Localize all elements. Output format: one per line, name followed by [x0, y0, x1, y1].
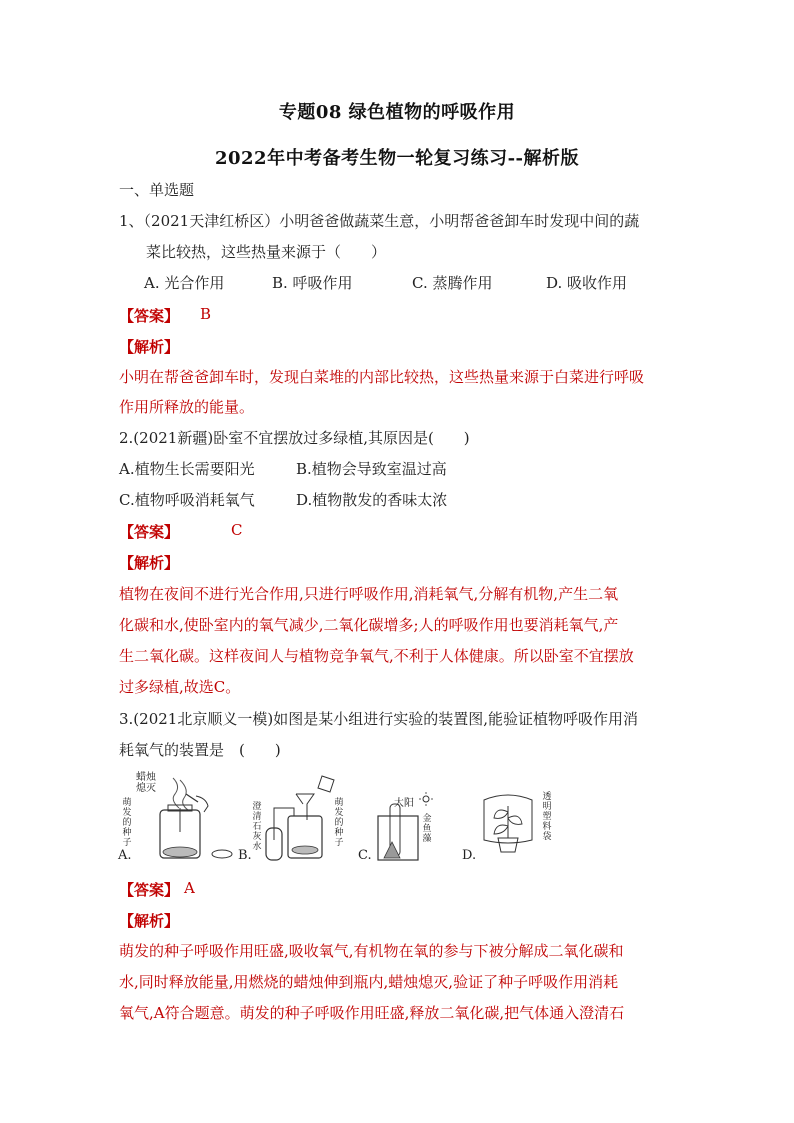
- q1-option-c: C. 蒸腾作用: [412, 274, 493, 292]
- figure-b-seed-label: 萌发的种子: [334, 798, 344, 848]
- doc-title: 专题08 绿色植物的呼吸作用: [278, 102, 516, 123]
- q2-analysis-line1: 植物在夜间不进行光合作用,只进行呼吸作用,消耗氧气,分解有机物,产生二氧: [119, 585, 619, 603]
- q3-stem-line2: 耗氧气的装置是 ( ): [119, 741, 281, 759]
- q1-answer: B: [200, 305, 212, 323]
- q2-analysis-line4: 过多绿植,故选C。: [119, 678, 241, 696]
- q1-answer-tag: 【答案】: [119, 307, 180, 325]
- figure-c-weed-label: 金鱼藻: [422, 814, 432, 844]
- q2-stem: 2.(2021新疆)卧室不宜摆放过多绿植,其原因是( ): [119, 429, 470, 447]
- figure-a-candle-label: 蜡烛熄灭: [136, 772, 156, 794]
- figure-a: [118, 772, 238, 864]
- figure-d-bag-label: 透明塑料袋: [542, 792, 552, 842]
- section-heading: 一、单选题: [119, 181, 195, 199]
- figure-c-sun-label: 太阳: [394, 798, 414, 809]
- q1-analysis-line1: 小明在帮爸爸卸车时，发现白菜堆的内部比较热，这些热量来源于白菜进行呼吸: [119, 368, 645, 386]
- q2-analysis-tag: 【解析】: [119, 554, 180, 572]
- q1-analysis-line2: 作用所释放的能量。: [119, 398, 255, 416]
- figure-b: [238, 772, 358, 864]
- figure-a-letter: A.: [118, 848, 132, 863]
- figure-b-drawing: [238, 772, 358, 864]
- q1-stem-line1: 1、（2021天津红桥区）小明爸爸做蔬菜生意，小明帮爸爸卸车时发现中间的蔬: [119, 212, 640, 230]
- q1-analysis-tag: 【解析】: [119, 338, 180, 356]
- q1-option-b: B. 呼吸作用: [272, 274, 353, 292]
- q1-option-a: A. 光合作用: [144, 274, 225, 292]
- q2-analysis-line3: 生二氧化碳。这样夜间人与植物竞争氧气,不利于人体健康。所以卧室不宜摆放: [119, 647, 634, 665]
- q2-option-b: B.植物会导致室温过高: [296, 460, 447, 478]
- q3-analysis-line3: 氧气,A符合题意。萌发的种子呼吸作用旺盛,释放二氧化碳,把气体通入澄清石: [119, 1004, 625, 1022]
- q2-option-a: A.植物生长需要阳光: [119, 460, 255, 478]
- figure-c: [358, 772, 458, 864]
- q3-answer-tag: 【答案】: [119, 881, 180, 899]
- figure-b-letter: B.: [238, 848, 252, 863]
- figure-a-seed-label: 萌发的种子: [122, 798, 132, 848]
- q3-stem-line1: 3.(2021北京顺义一模)如图是某小组进行实验的装置图,能验证植物呼吸作用消: [119, 710, 638, 728]
- figure-b-lime-label: 澄清石灰水: [252, 802, 262, 852]
- q2-answer: C: [231, 521, 243, 539]
- doc-subtitle: 2022年中考备考生物一轮复习练习--解析版: [214, 148, 580, 169]
- q2-analysis-line2: 化碳和水,使卧室内的氧气减少,二氧化碳增多;人的呼吸作用也要消耗氧气,产: [119, 616, 619, 634]
- q1-stem-line2: 菜比较热，这些热量来源于（ ）: [146, 243, 387, 261]
- q3-answer: A: [184, 879, 195, 897]
- q2-answer-tag: 【答案】: [119, 523, 180, 541]
- figure-d-drawing: [462, 772, 582, 864]
- q2-option-c: C.植物呼吸消耗氧气: [119, 491, 255, 509]
- q3-analysis-tag: 【解析】: [119, 912, 180, 930]
- figure-a-drawing: [118, 772, 238, 864]
- q1-option-d: D. 吸收作用: [546, 274, 628, 292]
- figure-d: [462, 772, 582, 864]
- figure-d-letter: D.: [462, 848, 477, 863]
- figure-c-letter: C.: [358, 848, 372, 863]
- q3-analysis-line2: 水,同时释放能量,用燃烧的蜡烛伸到瓶内,蜡烛熄灭,验证了种子呼吸作用消耗: [119, 973, 619, 991]
- q2-option-d: D.植物散发的香味太浓: [296, 491, 448, 509]
- figure-c-drawing: [358, 772, 458, 864]
- q3-analysis-line1: 萌发的种子呼吸作用旺盛,吸收氧气,有机物在氧的参与下被分解成二氧化碳和: [119, 942, 624, 960]
